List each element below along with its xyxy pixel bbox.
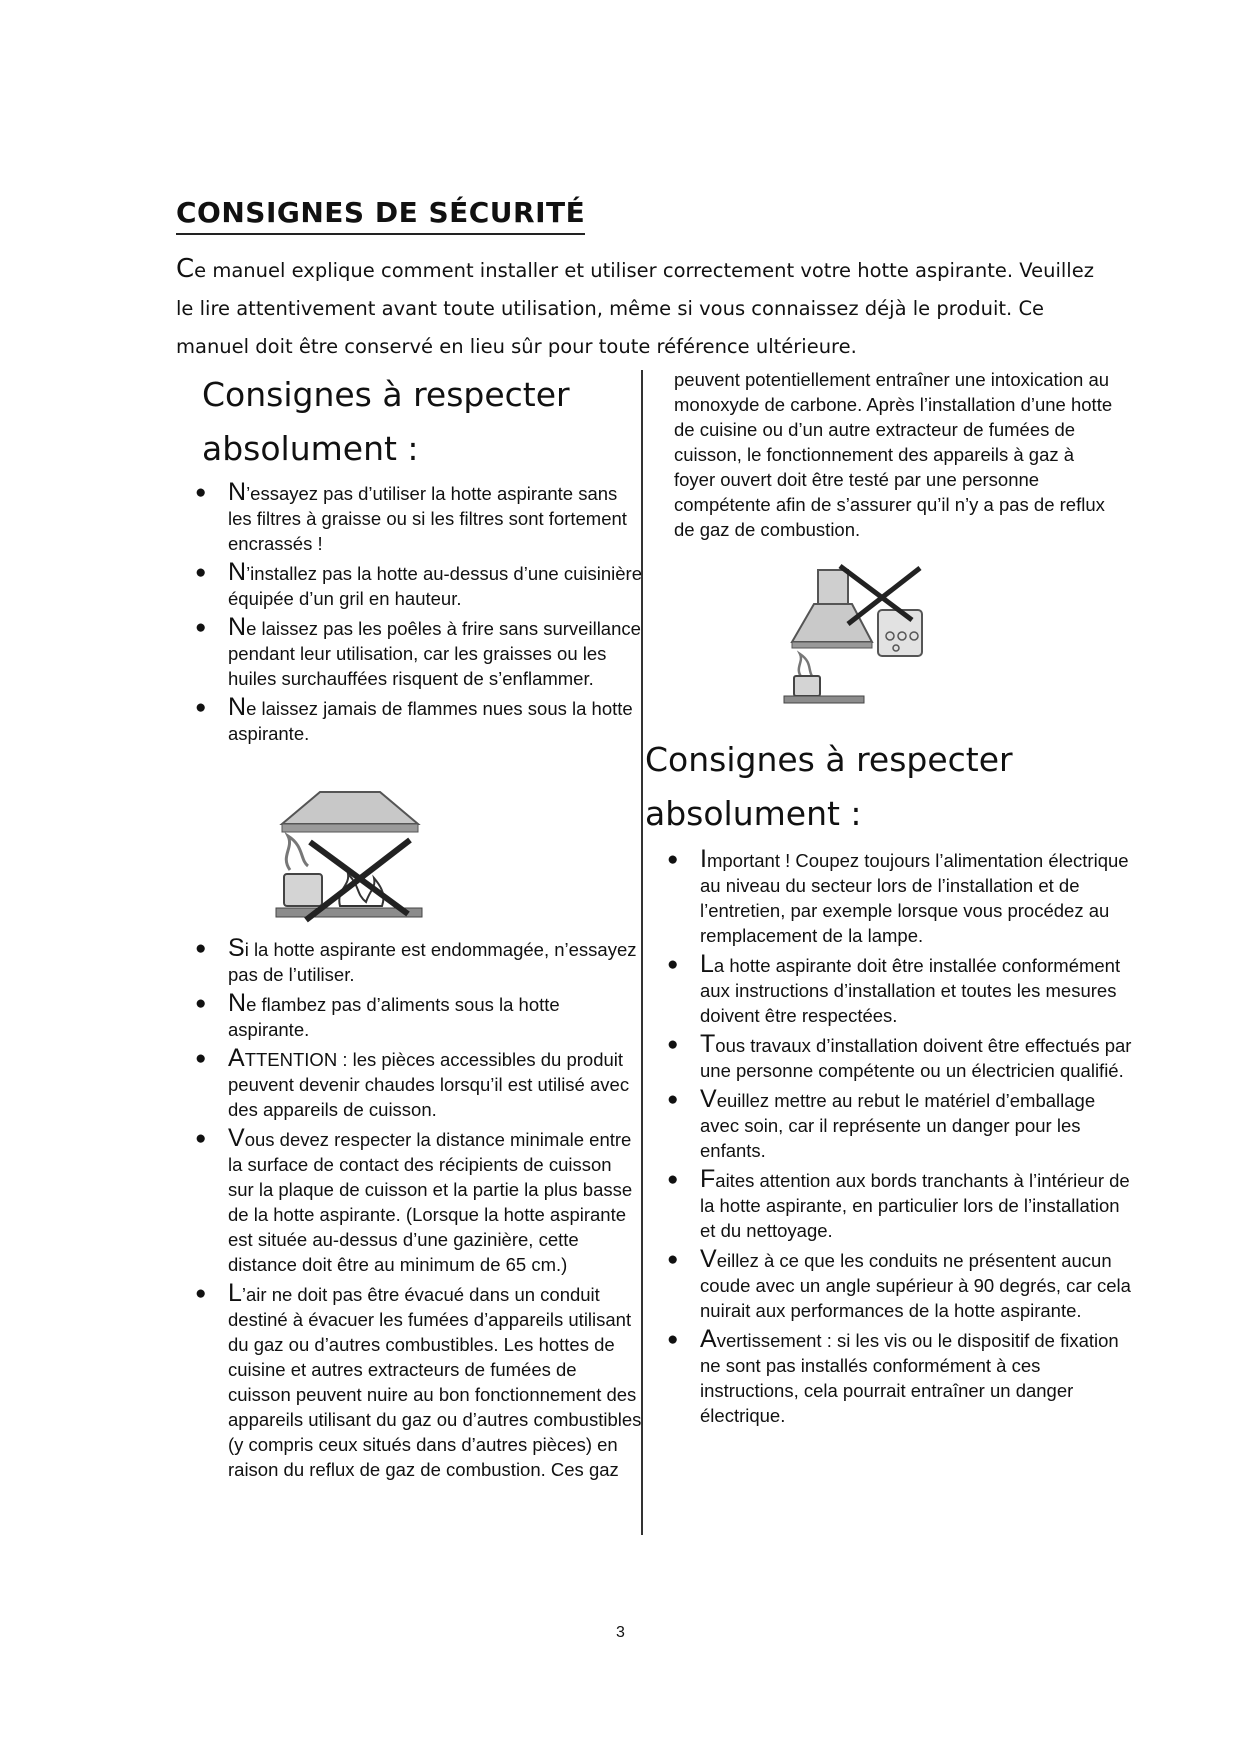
list-item-text: mportant ! Coupez toujours l’alimentation électrique au niveau du secteur lors de l’installation et de l’entretien, par exemple lorsque vous procédez au remplacement de la lampe. (700, 850, 1129, 946)
list-item-lead-letter: V (700, 1245, 717, 1273)
list-item-text: ’air ne doit pas être évacué dans un conduit destiné à évacuer les fumées d’appareils utilisant du gaz ou d’autres combustibles. Les hottes de cuisine et autres extracteurs de fumées de cuisson peuvent nuire au bon fonctionnement des appareils utilisant du gaz ou d’autres combustibles (y compris ceux situés dans d’autres pièces) en raison du reflux de gaz de combustion. Ces gaz (228, 1284, 642, 1480)
page-number: 3 (616, 1624, 625, 1641)
bullet-icon: ● (667, 1034, 679, 1055)
list-item (195, 1044, 642, 1122)
list-item (195, 693, 642, 746)
safety-list-left-a (195, 478, 642, 746)
list-item (195, 613, 642, 691)
safety-list-right (667, 845, 1134, 1428)
left-list-a-container (195, 478, 642, 750)
list-item (195, 989, 642, 1042)
list-item-lead-letter: N (228, 613, 247, 641)
list-item-text: vertissement : si les vis ou le dispositif de fixation ne sont pas installés conformément à ces instructions, cela pourrait entraîner un danger électrique. (700, 1330, 1119, 1426)
list-item-text: aites attention aux bords tranchants à l’intérieur de la hotte aspirante, en particulier lors de l’installation et du nettoyage. (700, 1170, 1130, 1241)
bullet-icon: ● (195, 697, 207, 718)
right-list-container (667, 845, 1134, 1432)
bullet-icon: ● (195, 1048, 207, 1069)
bullet-icon: ● (195, 1283, 207, 1304)
right-continuation-container (674, 367, 1114, 542)
list-item (667, 1245, 1134, 1323)
bullet-icon: ● (667, 1249, 679, 1270)
list-item-lead-letter: I (700, 845, 707, 873)
intro-first-letter: C (176, 254, 195, 284)
bullet-icon: ● (195, 1128, 207, 1149)
list-item-lead-letter: V (700, 1085, 717, 1113)
list-item (195, 934, 642, 987)
list-item-text: eillez à ce que les conduits ne présentent aucun coude avec un angle supérieur à 90 degrés, car cela nuirait aux performances de la hotte aspirante. (700, 1250, 1131, 1321)
list-item-text: euillez mettre au rebut le matériel d’emballage avec soin, car il représente un danger pour les enfants. (700, 1090, 1096, 1161)
bullet-icon: ● (195, 482, 207, 503)
hood-gas-appliance-illustration (778, 560, 928, 710)
intro-paragraph (176, 250, 1116, 366)
list-item-lead-letter: F (700, 1165, 716, 1193)
heading-right: Consignes à respecter absolument : (645, 740, 1013, 833)
list-item (667, 1085, 1134, 1163)
list-item-lead-letter: N (228, 989, 247, 1017)
list-item-text: e flambez pas d’aliments sous la hotte aspirante. (228, 994, 560, 1040)
left-list-b-container (195, 934, 642, 1486)
bullet-icon: ● (195, 562, 207, 583)
list-item-lead-letter: A (700, 1325, 717, 1353)
list-item (667, 950, 1134, 1028)
page-title: CONSIGNES DE SÉCURITÉ (176, 196, 585, 235)
list-item-text: TTENTION : les pièces accessibles du produit peuvent devenir chaudes lorsqu’il est utilisé avec des appareils de cuisson. (228, 1049, 630, 1120)
list-item-lead-letter: V (228, 1124, 245, 1152)
list-item-lead-letter: L (700, 950, 714, 978)
bullet-icon: ● (195, 617, 207, 638)
list-item-text: e laissez jamais de flammes nues sous la hotte aspirante. (228, 698, 633, 744)
list-item-lead-letter: N (228, 558, 247, 586)
list-item (195, 1124, 642, 1277)
list-item-lead-letter: L (228, 1279, 242, 1307)
bullet-icon: ● (667, 1169, 679, 1190)
safety-list-left-b (195, 934, 642, 1482)
list-item-lead-letter: N (228, 478, 247, 506)
list-item (667, 845, 1134, 948)
bullet-icon: ● (195, 938, 207, 959)
list-item-text: ’installez pas la hotte au-dessus d’une cuisinière équipée d’un gril en hauteur. (228, 563, 642, 609)
list-item-text: ous travaux d’installation doivent être effectués par une personne compétente ou un électricien qualifié. (700, 1035, 1132, 1081)
list-item-text: ’essayez pas d’utiliser la hotte aspirante sans les filtres à graisse ou si les filtres sont fortement encrassés ! (228, 483, 627, 554)
list-item (667, 1030, 1134, 1083)
list-item-lead-letter: A (228, 1044, 245, 1072)
list-item-lead-letter: N (228, 693, 247, 721)
list-item (195, 558, 642, 611)
list-item-text: ous devez respecter la distance minimale entre la surface de contact des récipients de cuisson sur la plaque de cuisson et la partie la plus basse de la hotte aspirante. (Lorsque la hotte aspirante est située au-dessus d’une gazinière, cette distance doit être au minimum de 65 cm.) (228, 1129, 633, 1275)
list-item-text: a hotte aspirante doit être installée conformément aux instructions d’installation et toutes les mesures doivent être respectées. (700, 955, 1121, 1026)
heading-left: Consignes à respecter absolument : (202, 375, 570, 468)
list-item (667, 1165, 1134, 1243)
list-item-text: i la hotte aspirante est endommagée, n’essayez pas de l’utiliser. (228, 939, 637, 985)
right-continuation-text: peuvent potentiellement entraîner une intoxication au monoxyde de carbone. Après l’installation d’une hotte de cuisine ou d’un autre extracteur de fumées de cuisson, le fonctionnement des appareils à gaz à foyer ouvert doit être testé par une personne compétente afin de s’assurer qu’il n’y a pas de reflux de gaz de combustion. (674, 369, 1113, 540)
list-item-text: e laissez pas les poêles à frire sans surveillance pendant leur utilisation, car les graisses ou les huiles surchauffées risquent de s’enflammer. (228, 618, 641, 689)
bullet-icon: ● (667, 1329, 679, 1350)
bullet-icon: ● (667, 849, 679, 870)
list-item-lead-letter: T (700, 1030, 716, 1058)
list-item-lead-letter: S (228, 934, 245, 962)
intro-text: e manuel explique comment installer et utiliser correctement votre hotte aspirante. Veuillez le lire attentivement avant toute utilisation, même si vous connaissez déjà le produit. Ce manuel doit être conservé en lieu sûr pour toute référence ultérieure. (176, 259, 1094, 358)
list-item (195, 478, 642, 556)
bullet-icon: ● (667, 1089, 679, 1110)
bullet-icon: ● (667, 954, 679, 975)
hood-flame-prohibited-illustration (270, 790, 430, 930)
bullet-icon: ● (195, 993, 207, 1014)
list-item (195, 1279, 642, 1482)
list-item (667, 1325, 1134, 1428)
